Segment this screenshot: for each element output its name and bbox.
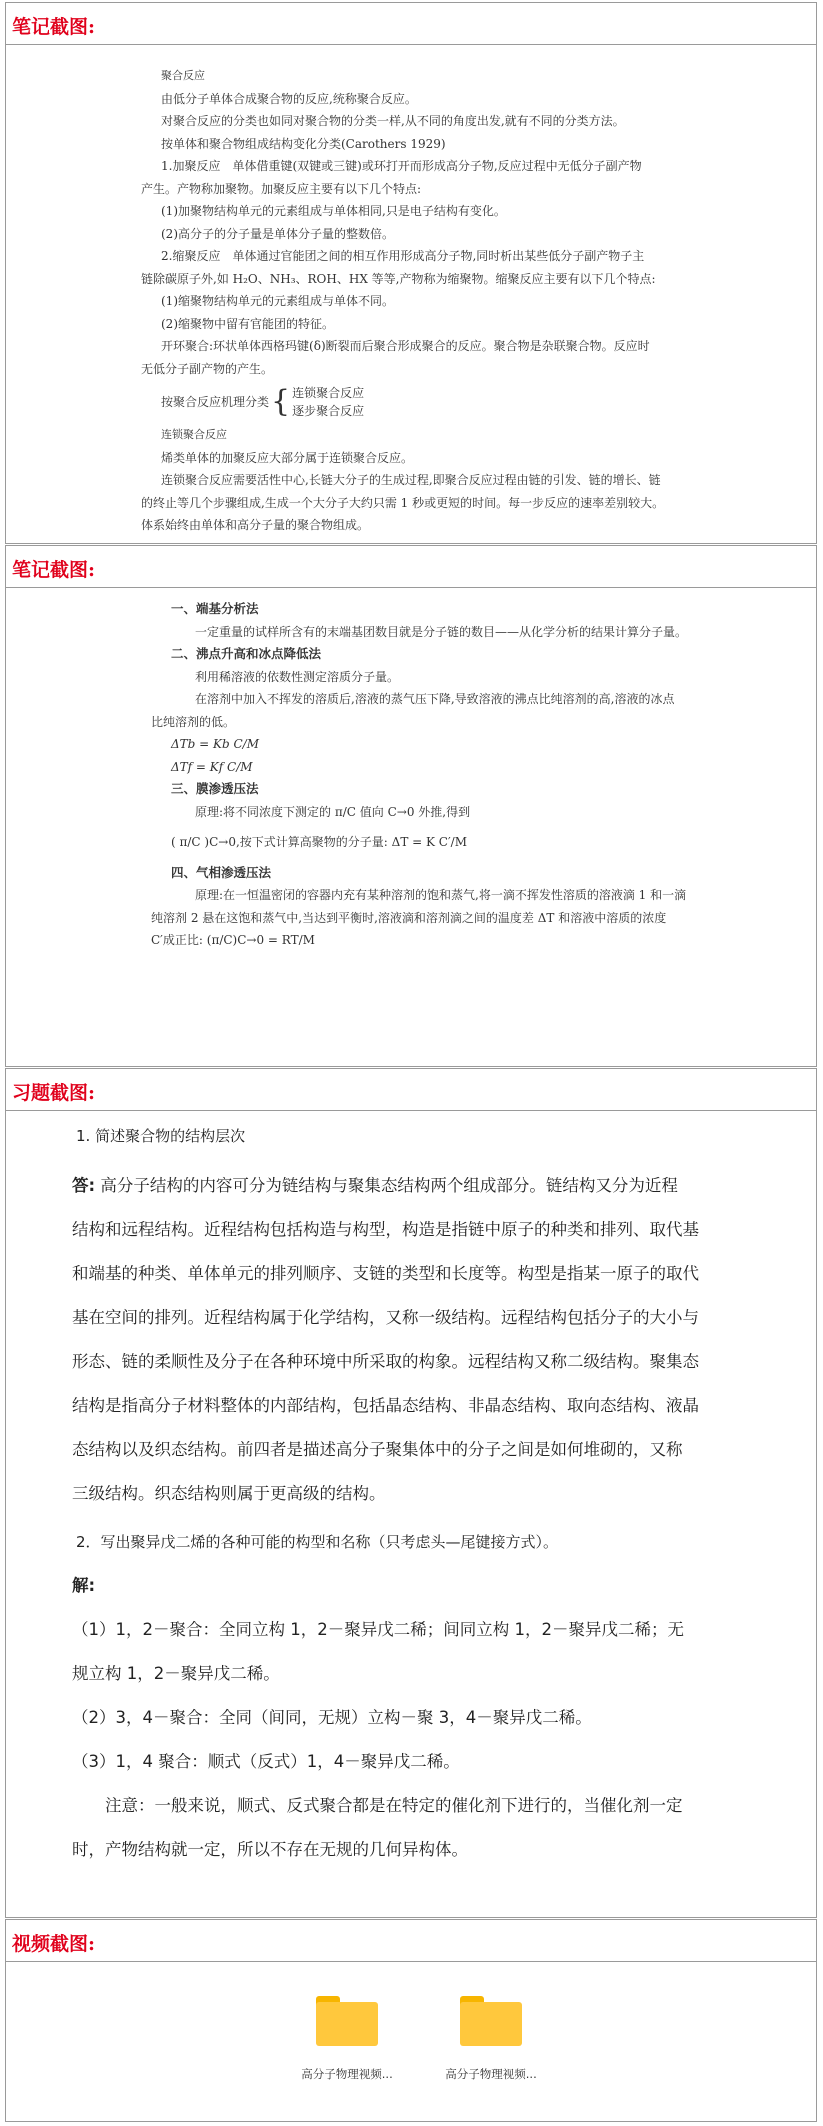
section-header <box>6 1069 816 1111</box>
section-header <box>6 3 816 45</box>
note-line: 纯溶剂 2 悬在这饱和蒸气中,当达到平衡时,溶液滴和溶剂滴之间的温度差 ΔT 和溶液中溶质的浓度 <box>151 910 667 925</box>
answer-line: 结构是指高分子材料整体的内部结构，包括晶态结构、非晶态结构、取向态结构、液晶 <box>72 1396 699 1415</box>
answer-line: 结构和远程结构。近程结构包括构造与构型，构造是指链中原子的种类和排列、取代基 <box>72 1220 699 1239</box>
answer-line: 三级结构。织态结构则属于更高级的结构。 <box>72 1484 386 1503</box>
folder-icon <box>460 1996 522 2046</box>
section-header <box>6 546 816 588</box>
note-line: 聚合反应 <box>161 69 205 82</box>
note-line: (2)缩聚物中留有官能团的特征。 <box>161 316 334 331</box>
note-line: 无低分子副产物的产生。 <box>141 361 274 376</box>
solution-note: 注意：一般来说，顺式、反式聚合都是在特定的催化剂下进行的，当催化剂一定 <box>105 1796 683 1815</box>
solution-line: （1）1，2－聚合：全同立构 1，2－聚异戊二稀；间同立构 1，2－聚异戊二稀；无 <box>72 1620 684 1639</box>
folder-label: 高分子物理视频... <box>445 2067 537 2081</box>
exercise-content <box>72 1113 772 1872</box>
section-title: 笔记截图: <box>12 559 96 581</box>
note-line: 原理:在一恒温密闭的容器内充有某种溶剂的饱和蒸气,将一滴不挥发性溶质的溶液滴 1 和一滴 <box>195 888 687 902</box>
brace-symbol: { <box>271 384 291 419</box>
method-heading: 一、端基分析法 <box>171 601 259 616</box>
note-line: 烯类单体的加聚反应大部分属于连锁聚合反应。 <box>161 450 414 465</box>
video-folder[interactable] <box>287 1996 407 2082</box>
question-2: 2．写出聚异戊二烯的各种可能的构型和名称（只考虑头—尾键接方式）。 <box>76 1533 559 1551</box>
note-line: 比纯溶剂的低。 <box>151 714 236 729</box>
method-heading: 二、沸点升高和冰点降低法 <box>171 646 322 661</box>
note-line: (1)缩聚物结构单元的元素组成与单体不同。 <box>161 294 394 308</box>
section-header <box>6 1920 816 1962</box>
note-line: C′成正比: (π/C)C→0 = RT/M <box>151 933 315 947</box>
solution-label: 解: <box>72 1576 96 1595</box>
mechanism-classification <box>161 384 706 420</box>
note-line: 2.缩聚反应 单体通过官能团之间的相互作用形成高分子物,同时析出某些低分子副产物子主 <box>161 249 645 263</box>
section-title: 习题截图: <box>12 1082 96 1104</box>
note-section-2 <box>5 545 817 1067</box>
note-line: 一定重量的试样所含有的末端基团数目就是分子链的数目——从化学分析的结果计算分子量。 <box>195 624 688 639</box>
answer-label: 答: <box>72 1176 96 1195</box>
note-line: 1.加聚反应 单体借重键(双键或三键)或环打开而形成高分子物,反应过程中无低分子副产物 <box>161 159 642 173</box>
note-line: 的终止等几个步骤组成,生成一个大分子大约只需 1 秒或更短的时间。每一步反应的速率差别较大。 <box>141 495 665 510</box>
note-line: 在溶剂中加入不挥发的溶质后,溶液的蒸气压下降,导致溶液的沸点比纯溶剂的高,溶液的冰点 <box>195 692 675 706</box>
video-folder[interactable] <box>431 1996 551 2082</box>
folder-icon <box>316 1996 378 2046</box>
note-line: 开环聚合:环状单体西格玛键(δ)断裂而后聚合形成聚合的反应。聚合物是杂联聚合物。反应时 <box>161 339 650 353</box>
answer-line: 高分子结构的内容可分为链结构与聚集态结构两个组成部分。链结构又分为近程 <box>100 1176 678 1195</box>
folder-label: 高分子物理视频... <box>301 2067 393 2081</box>
note-line: 体系始终由单体和高分子量的聚合物组成。 <box>141 518 370 532</box>
note-line: (2)高分子的分子量是单体分子量的整数倍。 <box>161 226 394 241</box>
note-line: 连锁聚合反应 <box>161 428 227 441</box>
video-section <box>5 1919 817 2122</box>
note-line: 由低分子单体合成聚合物的反应,统称聚合反应。 <box>161 91 417 106</box>
solution-line: 规立构 1，2－聚异戊二稀。 <box>72 1664 280 1683</box>
note-line: (1)加聚物结构单元的元素组成与单体相同,只是电子结构有变化。 <box>161 204 506 218</box>
method-heading: 三、膜渗透压法 <box>171 781 259 796</box>
note-line: 连锁聚合反应需要活性中心,长链大分子的生成过程,即聚合反应过程由链的引发、链的增长、链 <box>161 473 661 487</box>
answer-line: 形态、链的柔顺性及分子在各种环境中所采取的构象。远程结构又称二级结构。聚集态 <box>72 1352 699 1371</box>
note-line: 原理:将不同浓度下测定的 π/C 值向 C→0 外推,得到 <box>195 804 471 819</box>
brace-label: 按聚合反应机理分类 <box>161 394 270 409</box>
formula-freezing: ΔTf = Kf C/M <box>171 759 253 774</box>
method-heading: 四、气相渗透压法 <box>171 864 272 880</box>
answer-line: 和端基的种类、单体单元的排列顺序、支链的类型和长度等。构型是指某一原子的取代 <box>72 1264 699 1283</box>
note-line: 产生。产物称加聚物。加聚反应主要有以下几个特点: <box>141 181 422 196</box>
note-scan-image <box>6 65 816 537</box>
solution-note: 时，产物结构就一定，所以不存在无规的几何异构体。 <box>72 1840 468 1859</box>
note-line: 对聚合反应的分类也如同对聚合物的分类一样,从不同的角度出发,就有不同的分类方法。 <box>161 114 625 128</box>
answer-line: 态结构以及织态结构。前四者是描述高分子聚集体中的分子之间是如何堆砌的，又称 <box>72 1440 683 1459</box>
answer-line: 基在空间的排列。近程结构属于化学结构，又称一级结构。远程结构包括分子的大小与 <box>72 1308 699 1327</box>
solution-line: （2）3，4－聚合：全同（间同，无规）立构－聚 3，4－聚异戊二稀。 <box>72 1708 592 1727</box>
section-title: 笔记截图: <box>12 16 96 38</box>
note-line: 链除碳原子外,如 H₂O、NH₃、ROH、HX 等等,产物称为缩聚物。缩聚反应主要有以下几个特点: <box>141 271 656 286</box>
formula-boiling: ΔTb = Kb C/M <box>171 737 260 751</box>
brace-item: 逐步聚合反应 <box>292 404 365 418</box>
note-line: ( π/C )C→0,按下式计算高聚物的分子量: ΔT = K C′/M <box>171 835 468 849</box>
section-title: 视频截图: <box>12 1933 96 1955</box>
solution-line: （3）1，4 聚合：顺式（反式）1，4－聚异戊二稀。 <box>72 1752 460 1771</box>
brace-item: 连锁聚合反应 <box>292 386 365 400</box>
exercise-section <box>5 1068 817 1918</box>
note-line: 利用稀溶液的依数性测定溶质分子量。 <box>195 669 400 684</box>
note-line: 按单体和聚合物组成结构变化分类(Carothers 1929) <box>161 136 446 151</box>
note-scan-image <box>6 598 816 952</box>
note-section-1 <box>5 2 817 544</box>
question-1: 1. 简述聚合物的结构层次 <box>76 1127 246 1145</box>
